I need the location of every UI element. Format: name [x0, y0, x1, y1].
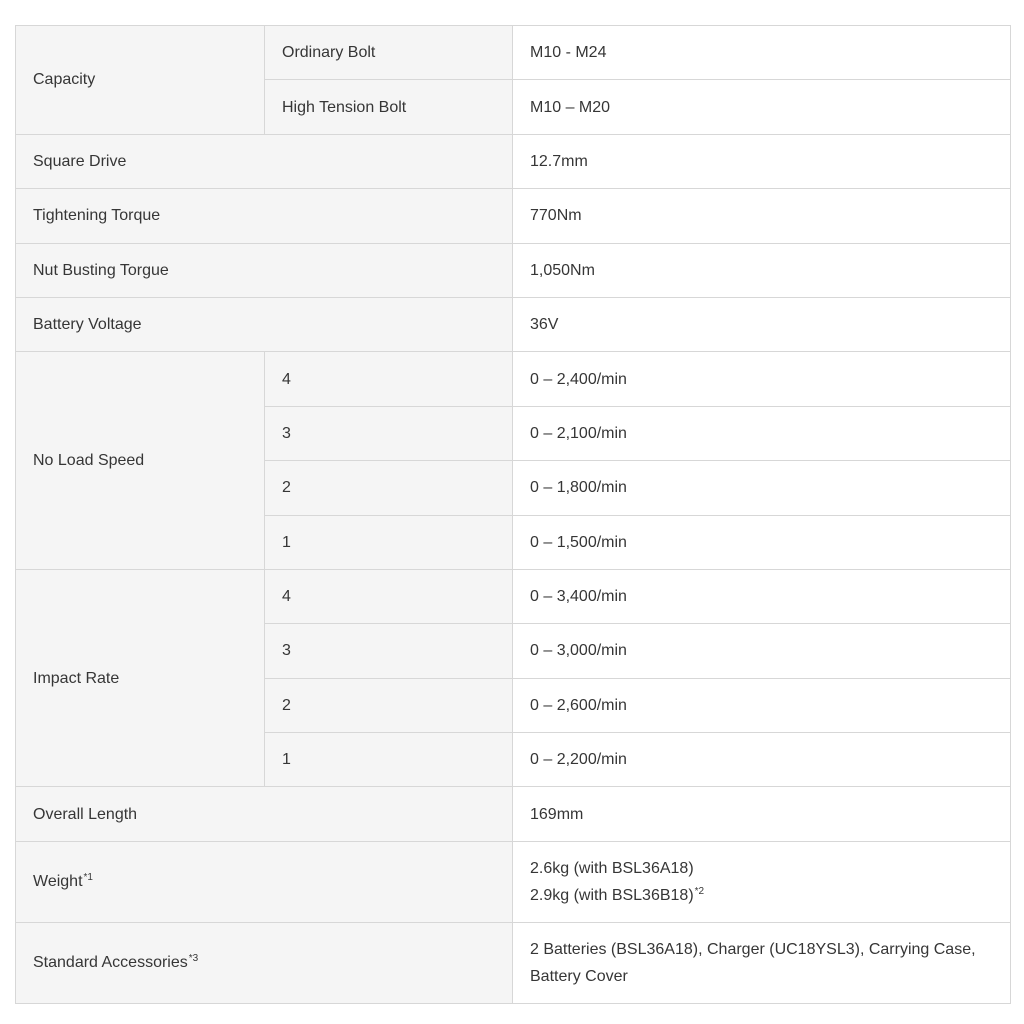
spec-row-tightening-torque: [16, 189, 1011, 243]
weight-line-2-text: 2.9kg (with BSL36B18): [530, 886, 694, 904]
spec-value-impact-rate: 0 – 3,000/min: [513, 624, 1011, 678]
spec-row-no-load-speed-4: [16, 352, 1011, 406]
spec-value-nut-busting-torque: 1,050Nm: [513, 243, 1011, 297]
spec-value-impact-rate: 0 – 2,600/min: [513, 678, 1011, 732]
spec-row-square-drive: [16, 134, 1011, 188]
spec-sublabel-speed-mode: 2: [265, 461, 513, 515]
spec-value-ordinary-bolt: M10 - M24: [513, 26, 1011, 80]
spec-value-impact-rate: 0 – 2,200/min: [513, 733, 1011, 787]
spec-label-square-drive: Square Drive: [16, 134, 513, 188]
spec-row-nut-busting-torque: [16, 243, 1011, 297]
spec-value-no-load-speed: 0 – 1,500/min: [513, 515, 1011, 569]
spec-sublabel-ordinary-bolt: Ordinary Bolt: [265, 26, 513, 80]
spec-label-capacity: Capacity: [16, 26, 265, 135]
spec-row-overall-length: [16, 787, 1011, 841]
spec-value-impact-rate: 0 – 3,400/min: [513, 569, 1011, 623]
spec-label-tightening-torque: Tightening Torque: [16, 189, 513, 243]
spec-sublabel-speed-mode: 1: [265, 515, 513, 569]
spec-value-no-load-speed: 0 – 1,800/min: [513, 461, 1011, 515]
spec-label-weight: [16, 841, 513, 922]
spec-row-impact-rate-4: [16, 569, 1011, 623]
spec-row-battery-voltage: [16, 297, 1011, 351]
spec-value-no-load-speed: 0 – 2,100/min: [513, 406, 1011, 460]
spec-sublabel-impact-mode: 4: [265, 569, 513, 623]
spec-label-overall-length: Overall Length: [16, 787, 513, 841]
footnote-mark-2: *2: [694, 885, 705, 897]
footnote-mark-3: *3: [188, 953, 199, 965]
spec-value-overall-length: 169mm: [513, 787, 1011, 841]
spec-sublabel-speed-mode: 4: [265, 352, 513, 406]
spec-label-impact-rate: Impact Rate: [16, 569, 265, 787]
weight-line-1: 2.6kg (with BSL36A18): [530, 859, 694, 877]
spec-sublabel-high-tension-bolt: High Tension Bolt: [265, 80, 513, 134]
spec-label-standard-accessories: [16, 922, 513, 1003]
spec-value-tightening-torque: 770Nm: [513, 189, 1011, 243]
spec-value-square-drive: 12.7mm: [513, 134, 1011, 188]
spec-row-weight: [16, 841, 1011, 922]
spec-value-battery-voltage: 36V: [513, 297, 1011, 351]
spec-row-capacity-ordinary-bolt: [16, 26, 1011, 80]
weight-line-2: [530, 882, 993, 909]
spec-label-standard-accessories-text: Standard Accessories: [33, 954, 188, 972]
spec-label-battery-voltage: Battery Voltage: [16, 297, 513, 351]
spec-label-weight-text: Weight: [33, 873, 83, 891]
spec-row-standard-accessories: [16, 922, 1011, 1003]
spec-sublabel-impact-mode: 2: [265, 678, 513, 732]
spec-label-no-load-speed: No Load Speed: [16, 352, 265, 570]
spec-value-weight: [513, 841, 1011, 922]
spec-sublabel-impact-mode: 3: [265, 624, 513, 678]
spec-value-standard-accessories: 2 Batteries (BSL36A18), Charger (UC18YSL3), Carrying Case, Battery Cover: [513, 922, 1011, 1003]
spec-value-no-load-speed: 0 – 2,400/min: [513, 352, 1011, 406]
spec-sublabel-impact-mode: 1: [265, 733, 513, 787]
spec-value-high-tension-bolt: M10 – M20: [513, 80, 1011, 134]
spec-sublabel-speed-mode: 3: [265, 406, 513, 460]
spec-label-nut-busting-torque: Nut Busting Torgue: [16, 243, 513, 297]
spec-table: [15, 25, 1011, 1004]
footnote-mark-1: *1: [83, 872, 93, 884]
